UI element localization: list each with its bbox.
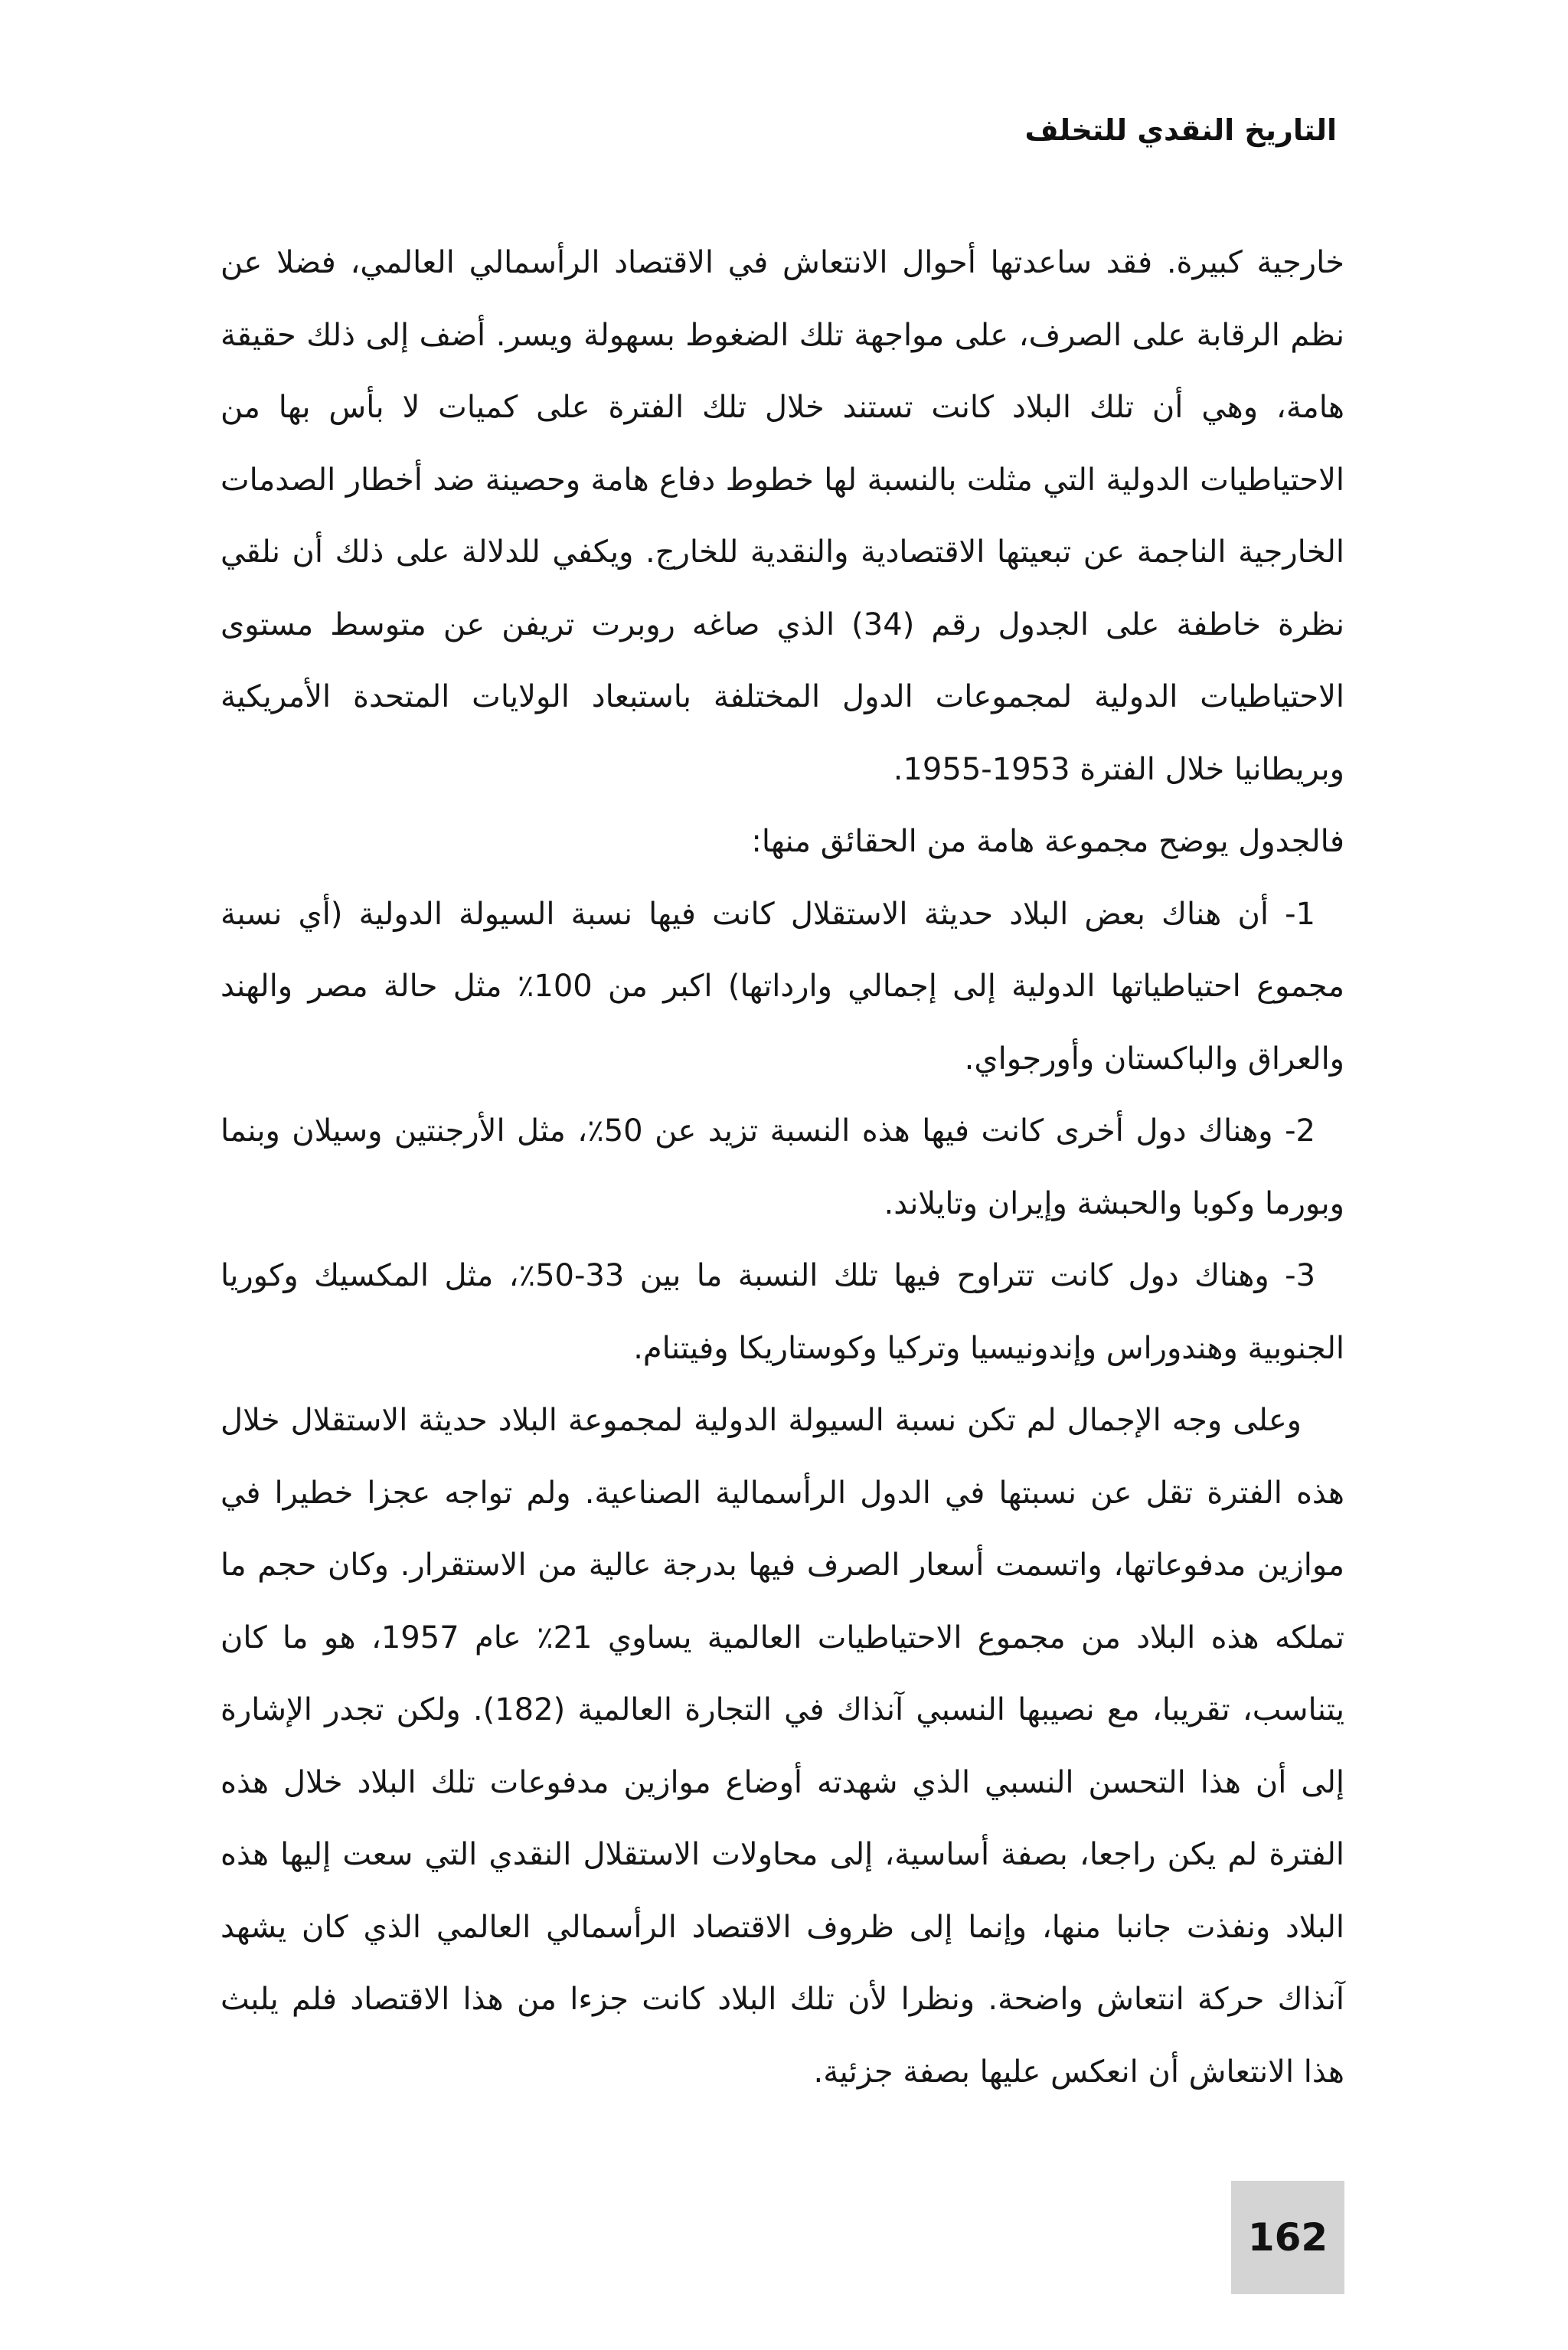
- page-number: 162: [1247, 2215, 1328, 2260]
- list-item-2: 2- وهناك دول أخرى كانت فيها هذه النسبة تزيد عن 50٪، مثل الأرجنتين وسيلان وبنما وبورما وكوبا والحبشة وإيران وتايلاند.: [220, 1113, 1344, 1221]
- body-text: [220, 227, 1344, 2108]
- list-item-1: 1- أن هناك بعض البلاد حديثة الاستقلال كانت فيها نسبة السيولة الدولية (أي نسبة مجموع احتياطياتها الدولية إلى إجمالي وارداتها) اكبر من 100٪ مثل حالة مصر والهند والعراق والباكستان وأورجواي.: [220, 896, 1344, 1077]
- running-header-title: التاريخ النقدي للتخلف: [1024, 113, 1337, 147]
- list-item-3: 3- وهناك دول كانت تتراوح فيها تلك النسبة ما بين 33-50٪، مثل المكسيك وكوريا الجنوبية وهندوراس وإندونيسيا وتركيا وكوستاريكا وفيتنام.: [220, 1258, 1344, 1366]
- paragraph-continuation: خارجية كبيرة. فقد ساعدتها أحوال الانتعاش في الاقتصاد الرأسمالي العالمي، فضلا عن نظم الرقابة على الصرف، على مواجهة تلك الضغوط بسهولة ويسر. أضف إلى ذلك حقيقة هامة، وهي أن تلك البلاد كانت تستند خلال تلك الفترة على كميات لا بأس بها من الاحتياطيات الدولية التي مثلت بالنسبة لها خطوط دفاع هامة وحصينة ضد أخطار الصدمات الخارجية الناجمة عن تبعيتها الاقتصادية والنقدية للخارج. ويكفي للدلالة على ذلك أن نلقي نظرة خاطفة على الجدول رقم (34) الذي صاغه روبرت تريفن عن متوسط مستوى الاحتياطيات الدولية لمجموعات الدول المختلفة باستبعاد الولايات المتحدة الأمريكية وبريطانيا خلال الفترة 1953-1955.: [220, 245, 1344, 787]
- paragraph-conclusion: وعلى وجه الإجمال لم تكن نسبة السيولة الدولية لمجموعة البلاد حديثة الاستقلال خلال هذه الفترة تقل عن نسبتها في الدول الرأسمالية الصناعية. ولم تواجه عجزا خطيرا في موازين مدفوعاتها، واتسمت أسعار الصرف فيها بدرجة عالية من الاستقرار. وكان حجم ما تملكه هذه البلاد من مجموع الاحتياطيات العالمية يساوي 21٪ عام 1957، هو ما كان يتناسب، تقريبا، مع نصيبها النسبي آنذاك في التجارة العالمية (182). ولكن تجدر الإشارة إلى أن هذا التحسن النسبي الذي شهدته أوضاع موازين مدفوعات تلك البلاد خلال هذه الفترة لم يكن راجعا، بصفة أساسية، إلى محاولات الاستقلال النقدي التي سعت إليها هذه البلاد ونفذت جانبا منها، وإنما إلى ظروف الاقتصاد الرأسمالي العالمي الذي كان يشهد آنذاك حركة انتعاش واضحة. ونظرا لأن تلك البلاد كانت جزءا من هذا الاقتصاد فلم يلبث هذا الانتعاش أن انعكس عليها بصفة جزئية.: [220, 1403, 1344, 2090]
- page-number-box: [1231, 2181, 1344, 2294]
- paragraph-facts-intro: فالجدول يوضح مجموعة هامة من الحقائق منها:: [751, 824, 1344, 859]
